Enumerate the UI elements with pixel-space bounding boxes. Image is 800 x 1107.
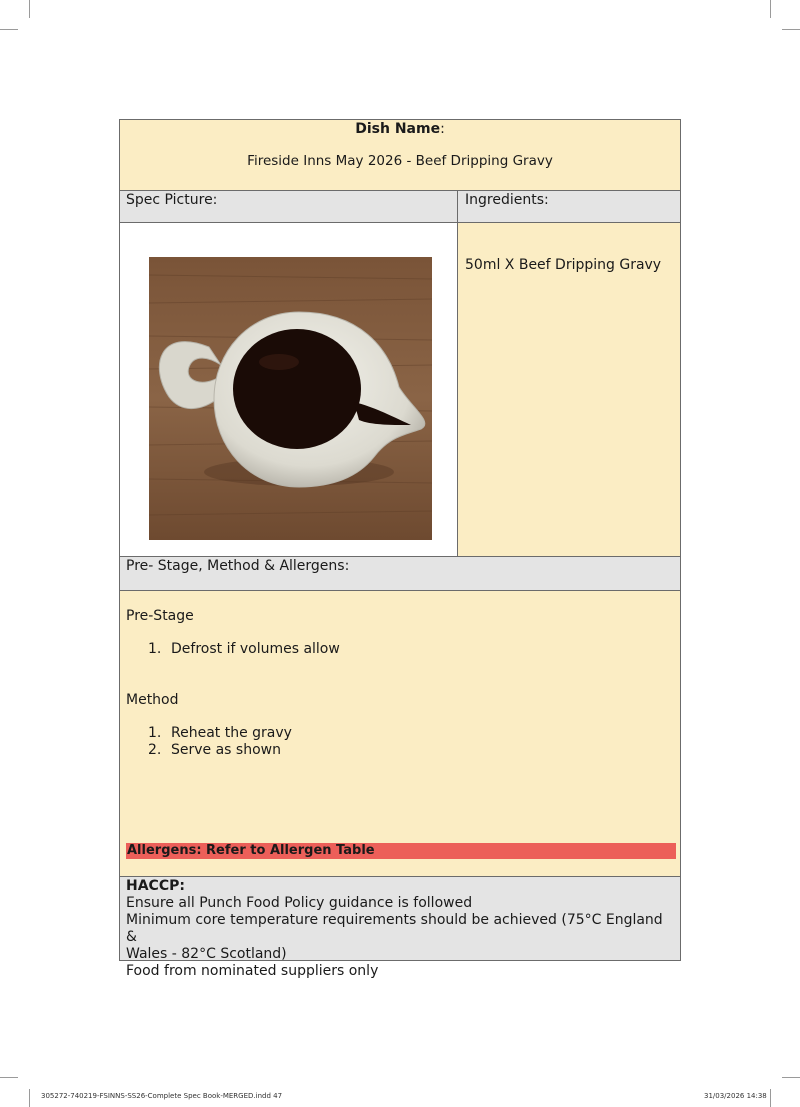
haccp-line: Food from nominated suppliers only [126, 963, 379, 979]
method-header [120, 557, 680, 590]
dish-name-heading [120, 121, 680, 137]
footer-timestamp: 31/03/2026 14:38 [704, 1092, 767, 1100]
haccp-cell [120, 877, 680, 979]
list-item: 1. Defrost if volumes allow [148, 641, 340, 657]
ingredients-header [458, 191, 680, 222]
haccp-line: Wales - 82°C Scotland) [126, 946, 287, 962]
crop-mark [782, 1077, 800, 1078]
list-item: 2. Serve as shown [148, 742, 281, 758]
spec-table [119, 119, 681, 979]
crop-mark [782, 29, 800, 30]
method-cell [120, 591, 680, 876]
allergens-banner: Allergens: Refer to Allergen Table [126, 843, 676, 859]
list-item: 1. Reheat the gravy [148, 725, 292, 741]
dish-name-label: Dish Name [355, 121, 441, 137]
ingredients-cell [458, 223, 680, 556]
crop-mark [0, 1077, 18, 1078]
crop-mark [0, 29, 18, 30]
spec-picture-label: Spec Picture: [126, 192, 218, 208]
gravy-jug-photo [149, 257, 432, 540]
prestage-list [126, 641, 626, 658]
method-title: Method [126, 692, 179, 708]
haccp-line: Minimum core temperature requirements should be achieved (75°C England & [126, 912, 663, 945]
crop-mark [29, 0, 30, 18]
ingredient-item: 50ml X Beef Dripping Gravy [465, 257, 662, 273]
crop-mark [770, 0, 771, 18]
crop-mark [29, 1089, 30, 1107]
method-list [126, 725, 626, 759]
footer-file-info: 305272-740219-FSINNS-SS26-Complete Spec Book-MERGED.indd 47 [41, 1092, 283, 1100]
dish-name-value: Fireside Inns May 2026 - Beef Dripping Gravy [247, 153, 553, 169]
spec-picture-cell [120, 223, 457, 556]
haccp-line: Ensure all Punch Food Policy guidance is followed [126, 895, 473, 911]
spec-picture-header [120, 191, 457, 222]
dish-name-colon: : [440, 121, 445, 137]
prestage-title: Pre-Stage [126, 608, 194, 624]
ingredients-label: Ingredients: [465, 192, 549, 208]
method-header-label: Pre- Stage, Method & Allergens: [126, 558, 350, 574]
crop-mark [770, 1089, 771, 1107]
dish-name-cell [120, 120, 680, 190]
haccp-title: HACCP: [126, 878, 185, 894]
